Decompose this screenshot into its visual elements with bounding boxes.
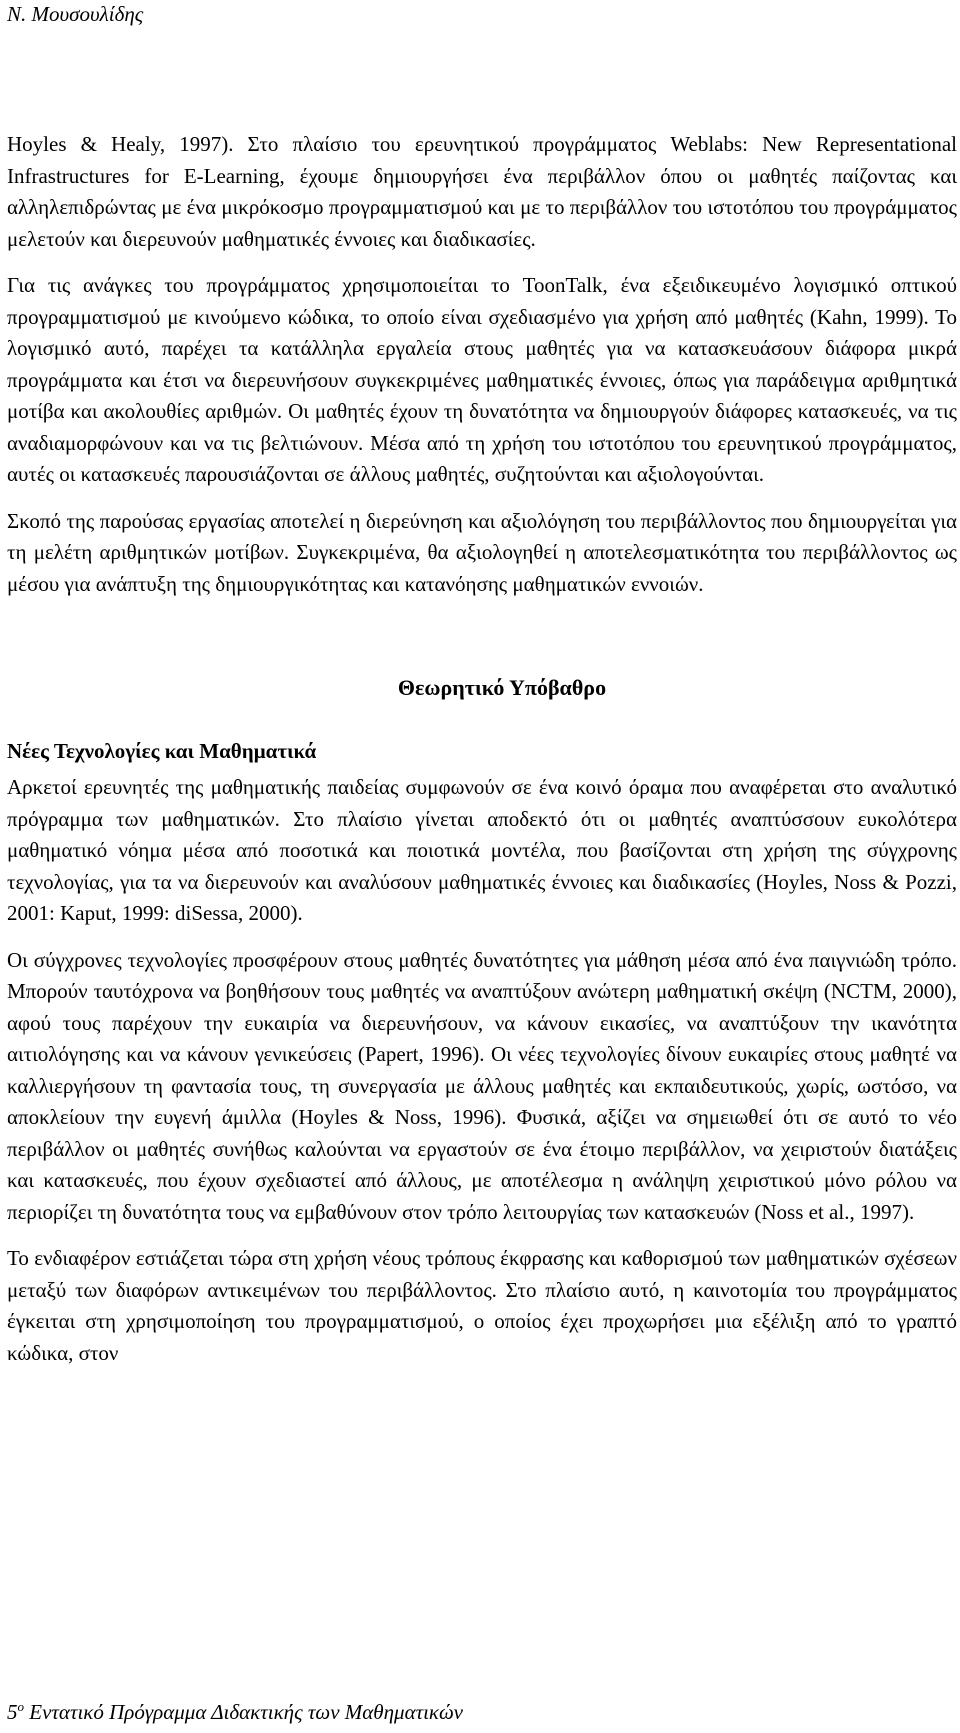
section-heading: Θεωρητικό Υπόβαθρο <box>397 675 607 700</box>
running-header: Ν. Μουσουλίδης <box>7 2 144 26</box>
paragraph-intro-1: Hoyles & Healy, 1997). Στο πλαίσιο του ερευνητικού προγράμματος Weblabs: New Representational Infrastructures for E-Learning, έχουμε δημιουργήσει ένα περιβάλλον όπου οι μαθητές παίζοντας και αλληλεπιδρώντας με ένα μικρόκοσμο προγραμματισμού και με το περιβάλλον του ιστοτόπου του προγράμματος μελετούν και διερευνούν μαθηματικές έννοιες και διαδικασίες. <box>7 132 957 251</box>
running-footer <box>7 1698 463 1726</box>
page-body <box>7 129 957 1384</box>
footer-number: 5 <box>7 1700 18 1724</box>
paragraph-intro-2: Για τις ανάγκες του προγράμματος χρησιμοποιείται το ToonTalk, ένα εξειδικευμένο λογισμικό οπτικού προγραμματισμού με κινούμενο κώδικα, το οποίο είναι σχεδιασμένο για χρήση από μαθητές (Kahn, 1999). Το λογισμικό αυτό, παρέχει τα κατάλληλα εργαλεία στους μαθητές για να κατασκευάσουν διάφορα μικρά προγράμματα και έτσι να διερευνήσουν συγκεκριμένες μαθηματικές έννοιες, όπως για παράδειγμα αριθμητικά μοτίβα και ακολουθίες αριθμών. Οι μαθητές έχουν τη δυνατότητα να δημιουργούν διάφορες κατασκευές, να τις αναδιαμορφώνουν και να τις βελτιώνουν. Μέσα από τη χρήση του ιστοτόπου του ερευνητικού προγράμματος, αυτές οι κατασκευές παρουσιάζονται σε άλλους μαθητές, συζητούνται και αξιολογούνται. <box>7 273 957 486</box>
footer-ordinal-suffix: ο <box>17 1699 24 1714</box>
paragraph-section-1: Αρκετοί ερευνητές της μαθηματικής παιδείας συμφωνούν σε ένα κοινό όραμα που αναφέρεται στο αναλυτικό πρόγραμμα των μαθηματικών. Στο πλαίσιο γίνεται αποδεκτό ότι οι μαθητές αναπτύσσουν ευκολότερα μαθηματικό νόημα μέσα από ποσοτικά και ποιοτικά μοντέλα, που βασίζονται στη χρήση της σύγχρονης τεχνολογίας, για τα να διερευνούν και αναλύσουν μαθηματικές έννοιες και διαδικασίες (Hoyles, Noss & Pozzi, 2001: Kaput, 1999: diSessa, 2000). <box>7 775 957 925</box>
paragraph-section-3: Το ενδιαφέρον εστιάζεται τώρα στη χρήση νέους τρόπους έκφρασης και καθορισμού των μαθηματικών σχέσεων μεταξύ των διαφόρων αντικειμένων του περιβάλλοντος. Στο πλαίσιο αυτό, η καινοτομία του προγράμματος έγκειται στη χρησιμοποίηση του προγραμματισμού, ο οποίος έχει προχωρήσει μια εξέλιξη από το γραπτό κώδικα, στον <box>7 1246 957 1365</box>
subsection-heading: Νέες Τεχνολογίες και Μαθηματικά <box>7 739 317 763</box>
paragraph-intro-3: Σκοπό της παρούσας εργασίας αποτελεί η διερεύνηση και αξιολόγηση του περιβάλλοντος που δημιουργείται για τη μελέτη αριθμητικών μοτίβων. Συγκεκριμένα, θα αξιολογηθεί η αποτελεσματικότητα του περιβάλλοντος ως μέσου για ανάπτυξη της δημιουργικότητας και κατανόησης μαθηματικών εννοιών. <box>7 508 957 596</box>
footer-text: Εντατικό Πρόγραμμα Διδακτικής των Μαθηματικών <box>24 1700 463 1724</box>
paragraph-section-2: Οι σύγχρονες τεχνολογίες προσφέρουν στους μαθητές δυνατότητες για μάθηση μέσα από ένα παιγνιώδη τρόπο. Μπορούν ταυτόχρονα να βοηθήσουν τους μαθητές να αναπτύξουν ανώτερη μαθηματική σκέψη (NCTM, 2000), αφού τους παρέχουν την ευκαιρία να διερευνήσουν, να κάνουν εικασίες, να αναπτύξουν την ικανότητα αιτιολόγησης και να κάνουν γενικεύσεις (Papert, 1996). Οι νέες τεχνολογίες δίνουν ευκαιρίες στους μαθητέ να καλλιεργήσουν τη φαντασία τους, τη συνεργασία με άλλους μαθητές και εκπαιδευτικούς, χωρίς, ωστόσο, να αποκλείουν την ευγενή άμιλλα (Hoyles & Noss, 1996). Φυσικά, αξίζει να σημειωθεί ότι σε αυτό το νέο περιβάλλον οι μαθητές συνήθως καλούνται να εργαστούν σε ένα έτοιμο περιβάλλον, να χειριστούν διατάξεις και κατασκευές, που έχουν σχεδιαστεί από άλλους, με αποτέλεσμα η ανάληψη χειριστικού μόνο ρόλου να περιορίζει τη δυνατότητα τους να εμβαθύνουν στον τρόπο λειτουργίας των κατασκευών (Noss et al., 1997). <box>7 947 957 1224</box>
